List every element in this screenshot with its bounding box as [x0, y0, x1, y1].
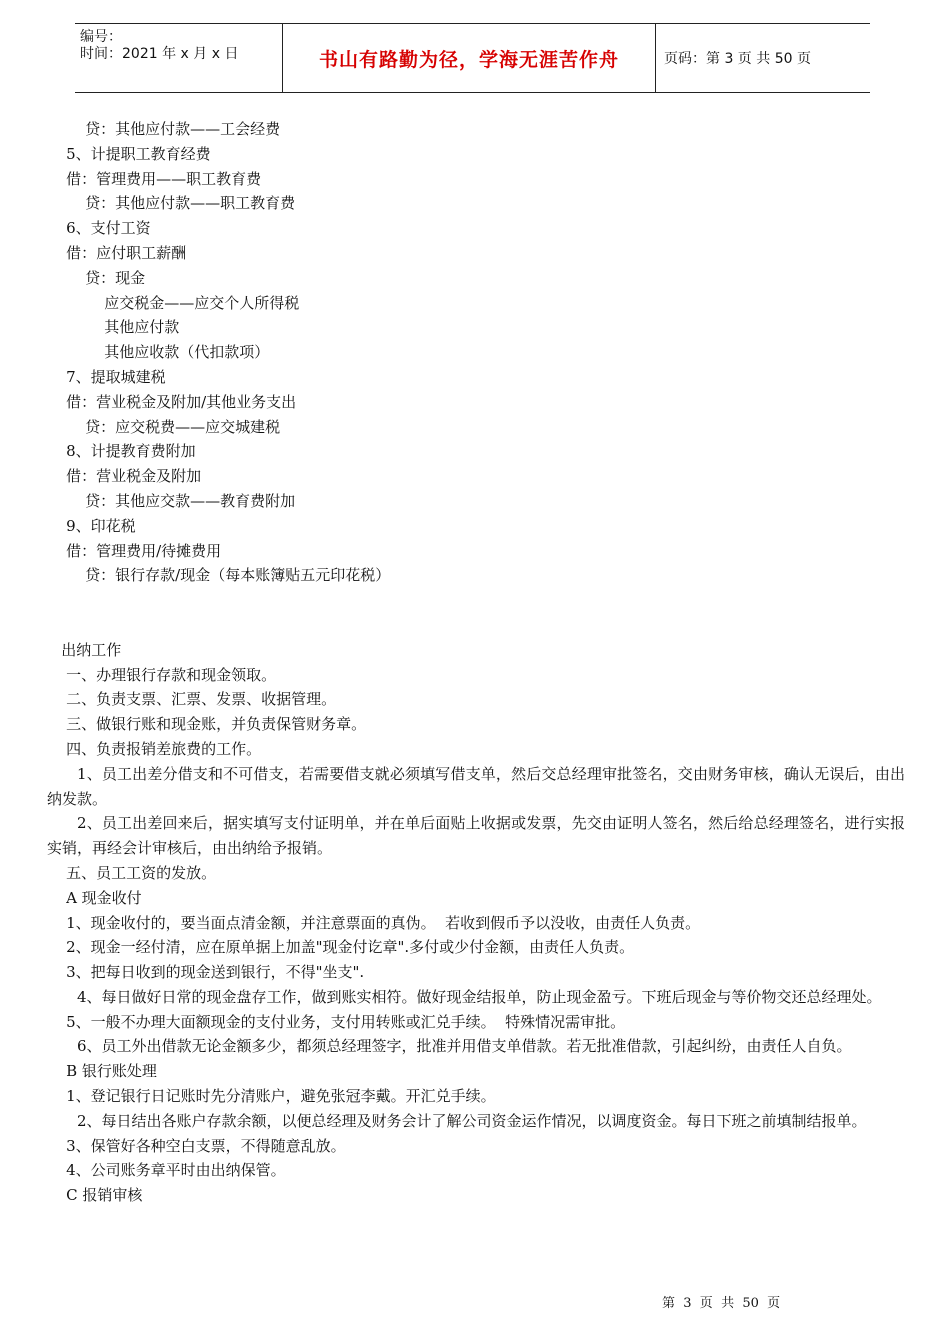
- text-line: 借：管理费用——职工教育费: [47, 169, 262, 188]
- paragraph: 2、员工出差回来后，据实填写支付证明单，并在单后面贴上收据或发票，先交由证明人签名，然后给总经理签名，进行实报实销，再经会计审核后，由出纳给予报销。: [47, 814, 905, 858]
- page-footer: 第 3 页 共 50 页: [662, 1296, 781, 1311]
- paragraph: 6、员工外出借款无论金额多少，都须总经理签字，批准并用借支单借款。若无批准借款，引起纠纷，由责任人自负。: [77, 1037, 852, 1056]
- text-line: 3、把每日收到的现金送到银行，不得"坐支".: [47, 963, 365, 982]
- text-line: 7、提取城建税: [47, 367, 166, 386]
- header-page-info: 页码：第 3 页 共 50 页: [664, 51, 811, 67]
- text-line: 5、计提职工教育经费: [47, 144, 211, 163]
- text-line: 应交税金——应交个人所得税: [47, 293, 300, 312]
- text-line: 其他应付款: [47, 318, 180, 337]
- subsection-heading: B 银行账处理: [47, 1062, 157, 1081]
- text-line: 一、办理银行存款和现金领取。: [47, 665, 277, 684]
- text-line: 四、负责报销差旅费的工作。: [47, 739, 262, 758]
- text-line: 贷：银行存款/现金（每本账簿贴五元印花税）: [47, 566, 391, 585]
- text-line: 8、计提教育费附加: [47, 442, 196, 461]
- text-line: 4、公司账务章平时由出纳保管。: [47, 1161, 286, 1180]
- text-line: 借：管理费用/待摊费用: [47, 541, 222, 560]
- blank-space: [47, 588, 905, 638]
- text-line: 贷：现金: [47, 268, 146, 287]
- text-line: 1、登记银行日记账时先分清账户，避免张冠李戴。开汇兑手续。: [47, 1087, 496, 1106]
- text-line: 6、支付工资: [47, 219, 151, 238]
- text-line: 2、现金一经付清，应在原单据上加盖"现金付讫章".多付或少付金额，由责任人负责。: [47, 938, 635, 957]
- text-line: 其他应收款（代扣款项）: [47, 343, 270, 362]
- paragraph: 1、员工出差分借支和不可借支，若需要借支就必须填写借支单，然后交总经理审批签名，交由财务审核，确认无误后，由出纳发款。: [47, 764, 905, 808]
- header-meta: [80, 29, 280, 63]
- document-number-label: 编号：: [80, 29, 122, 45]
- document-date: 时间：2021 年 x 月 x 日: [80, 46, 239, 62]
- document-body: [47, 117, 905, 1208]
- header-motto: 书山有路勤为径，学海无涯苦作舟: [282, 24, 656, 92]
- text-line: 1、现金收付的，要当面点清金额，并注意票面的真伪。 若收到假币予以没收，由责任人负责。: [47, 913, 701, 932]
- text-line: 3、保管好各种空白支票，不得随意乱放。: [47, 1136, 346, 1155]
- text-line: 五、员工工资的发放。: [47, 863, 217, 882]
- text-line: 借：应付职工薪酬: [47, 243, 187, 262]
- subsection-heading: C 报销审核: [47, 1186, 143, 1205]
- text-line: 贷：其他应付款——职工教育费: [47, 194, 296, 213]
- text-line: 5、一般不办理大面额现金的支付业务，支付用转账或汇兑手续。 特殊情况需审批。: [47, 1012, 626, 1031]
- text-line: 三、做银行账和现金账，并负责保管财务章。: [47, 715, 367, 734]
- paragraph: 4、每日做好日常的现金盘存工作，做到账实相符。做好现金结报单，防止现金盈亏。下班后现金与等价物交还总经理处。: [77, 987, 882, 1006]
- section-heading: 出纳工作: [47, 640, 122, 659]
- page-header: [75, 23, 870, 93]
- paragraph: 2、每日结出各账户存款余额，以便总经理及财务会计了解公司资金运作情况，以调度资金。每日下班之前填制结报单。: [77, 1111, 867, 1130]
- subsection-heading: A 现金收付: [47, 888, 142, 907]
- text-line: 9、印花税: [47, 516, 136, 535]
- text-line: 贷：其他应交款——教育费附加: [47, 491, 296, 510]
- text-line: 借：营业税金及附加: [47, 467, 202, 486]
- text-line: 贷：应交税费——应交城建税: [47, 417, 281, 436]
- text-line: 贷：其他应付款——工会经费: [47, 120, 281, 138]
- text-line: 借：营业税金及附加/其他业务支出: [47, 392, 297, 411]
- text-line: 二、负责支票、汇票、发票、收据管理。: [47, 690, 337, 709]
